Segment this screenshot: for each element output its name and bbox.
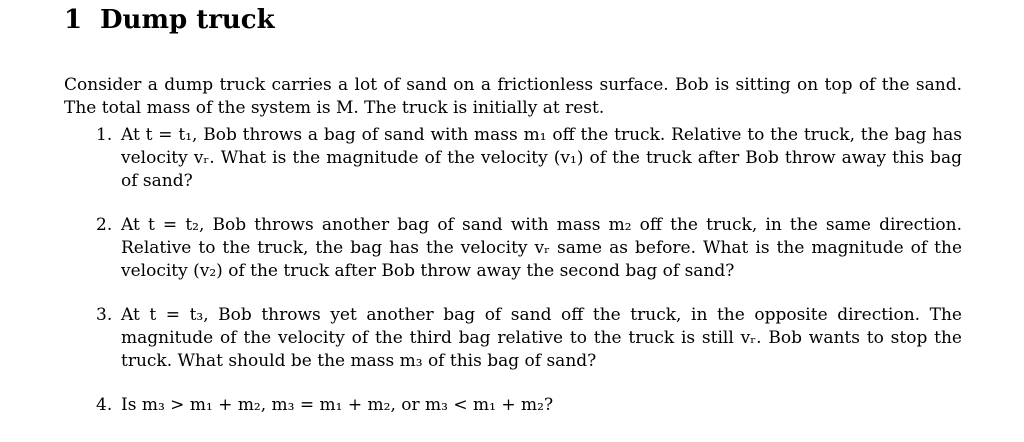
question-number: 1. (96, 125, 113, 145)
question-number: 4. (96, 395, 113, 415)
question-list (64, 124, 962, 417)
question-item (64, 214, 962, 283)
section-heading (64, 4, 275, 36)
section-number: 1 (64, 5, 83, 35)
question-number: 2. (96, 215, 113, 235)
intro-paragraph: Consider a dump truck carries a lot of sand on a frictionless surface. Bob is sitting on top of the sand. The total mass of the system is M. The truck is initially at rest. (64, 75, 962, 118)
question-text: At t = t₂, Bob throws another bag of sand with mass m₂ off the truck, in the same direction. Relative to the truck, the bag has the velocity vᵣ same as before. What is the magnitude of the velocity (v₂) of the truck after Bob throw away the second bag of sand? (121, 215, 962, 281)
question-text: At t = t₁, Bob throws a bag of sand with mass m₁ off the truck. Relative to the truck, the bag has velocity vᵣ. What is the magnitude of the velocity (v₁) of the truck after Bob throw away this bag of sand? (121, 125, 962, 191)
section-title: Dump truck (100, 5, 275, 35)
question-item (64, 304, 962, 373)
question-item (64, 124, 962, 193)
question-text: Is m₃ > m₁ + m₂, m₃ = m₁ + m₂, or m₃ < m₁ + m₂? (121, 395, 554, 415)
question-item (64, 394, 962, 417)
question-number: 3. (96, 305, 113, 325)
question-text: At t = t₃, Bob throws yet another bag of sand off the truck, in the opposite direction. The magnitude of the velocity of the third bag relative to the truck is still vᵣ. Bob wants to stop the truck. What should be the mass m₃ of this bag of sand? (121, 305, 962, 371)
